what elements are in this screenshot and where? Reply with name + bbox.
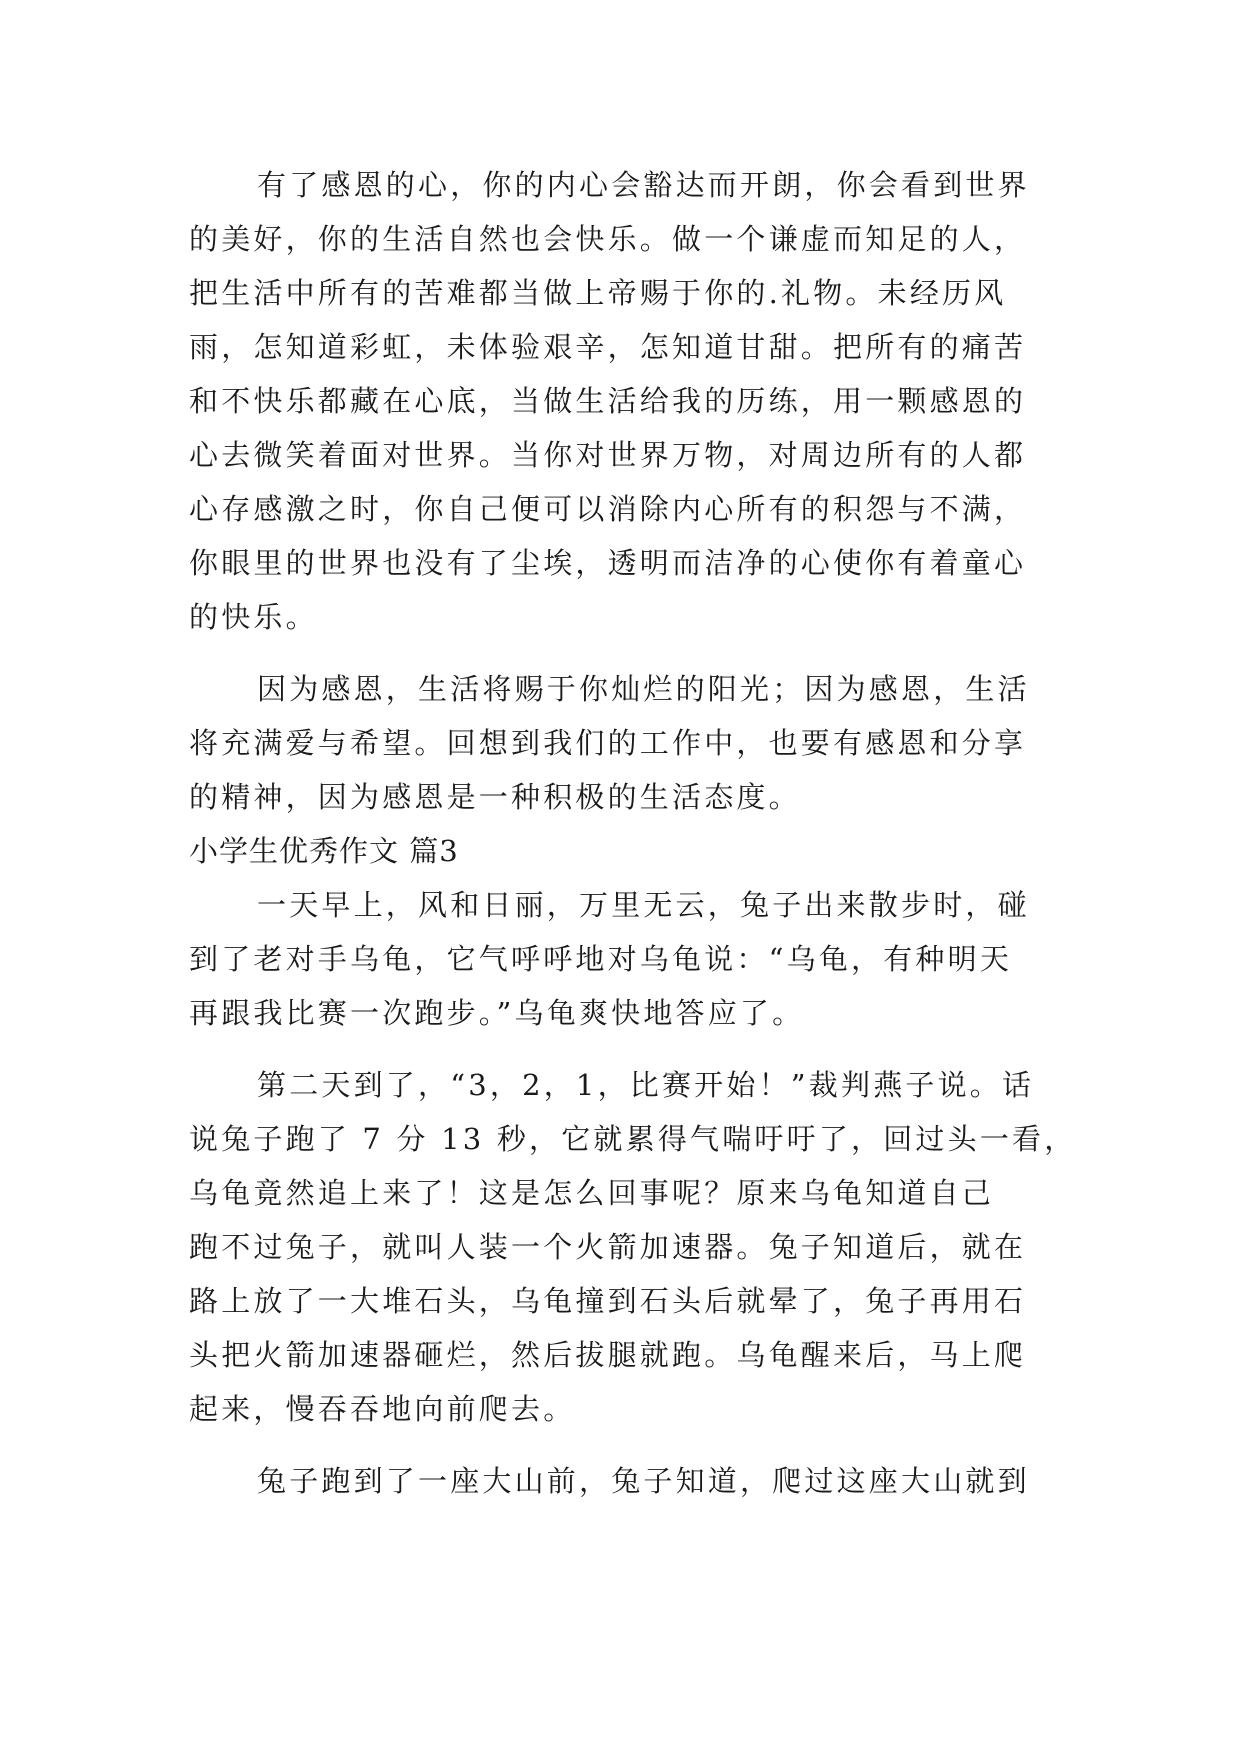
text-line: 因为感恩，生活将赐于你灿烂的阳光；因为感恩，生活 [257, 672, 1030, 706]
text-line: 的精神，因为感恩是一种积极的生活态度。 [189, 780, 801, 814]
text-line: 雨，怎知道彩虹，未体验艰辛，怎知道甘甜。把所有的痛苦 [189, 330, 1027, 364]
section-heading: 小学生优秀作文 篇3 [189, 834, 459, 868]
paragraph-gratitude-heart [189, 158, 1059, 644]
paragraph-spacing [189, 644, 1059, 662]
text-line: 乌龟竟然追上来了！这是怎么回事呢？原来乌龟知道自己 [189, 1176, 995, 1210]
text-line: 心存感激之时，你自己便可以消除内心所有的积怨与不满， [189, 492, 1027, 526]
paragraph-story-morning [189, 878, 1059, 1040]
paragraph-spacing [189, 1040, 1059, 1058]
text-line: 一天早上，风和日丽，万里无云，兔子出来散步时，碰 [257, 888, 1030, 922]
paragraph-story-race [189, 1058, 1077, 1436]
text-line: 兔子跑到了一座大山前，兔子知道，爬过这座大山就到 [257, 1464, 1030, 1498]
text-line: 将充满爱与希望。回想到我们的工作中，也要有感恩和分享 [189, 726, 1027, 760]
text-line: 你眼里的世界也没有了尘埃，透明而洁净的心使你有着童心 [189, 546, 1027, 580]
text-line: 第二天到了，“3，2，1，比赛开始！”裁判燕子说。话 [257, 1068, 1035, 1102]
paragraph-because-gratitude [189, 662, 1059, 824]
text-line: 头把火箭加速器砸烂，然后拔腿就跑。乌龟醒来后，马上爬 [189, 1338, 1027, 1372]
text-line: 的美好，你的生活自然也会快乐。做一个谦虚而知足的人， [189, 222, 1027, 256]
text-line: 心去微笑着面对世界。当你对世界万物，对周边所有的人都 [189, 438, 1027, 472]
text-line: 说兔子跑了 7 分 13 秒，它就累得气喘吁吁了，回过头一看， [189, 1122, 1077, 1156]
text-line: 有了感恩的心，你的内心会豁达而开朗，你会看到世界 [257, 168, 1030, 202]
text-line: 起来，慢吞吞地向前爬去。 [189, 1392, 576, 1426]
text-line: 再跟我比赛一次跑步。”乌龟爽快地答应了。 [189, 996, 805, 1030]
text-line: 跑不过兔子，就叫人装一个火箭加速器。兔子知道后，就在 [189, 1230, 1027, 1264]
document-page [189, 158, 1077, 1508]
text-line: 到了老对手乌龟，它气呼呼地对乌龟说：“乌龟，有种明天 [189, 942, 1013, 976]
text-line: 把生活中所有的苦难都当做上帝赐于你的.礼物。未经历风 [189, 276, 1007, 310]
paragraph-story-mountain [189, 1454, 1059, 1508]
paragraph-spacing [189, 1436, 1059, 1454]
text-line: 和不快乐都藏在心底，当做生活给我的历练，用一颗感恩的 [189, 384, 1027, 418]
text-line: 路上放了一大堆石头，乌龟撞到石头后就晕了，兔子再用石 [189, 1284, 1027, 1318]
text-line: 的快乐。 [189, 600, 318, 634]
